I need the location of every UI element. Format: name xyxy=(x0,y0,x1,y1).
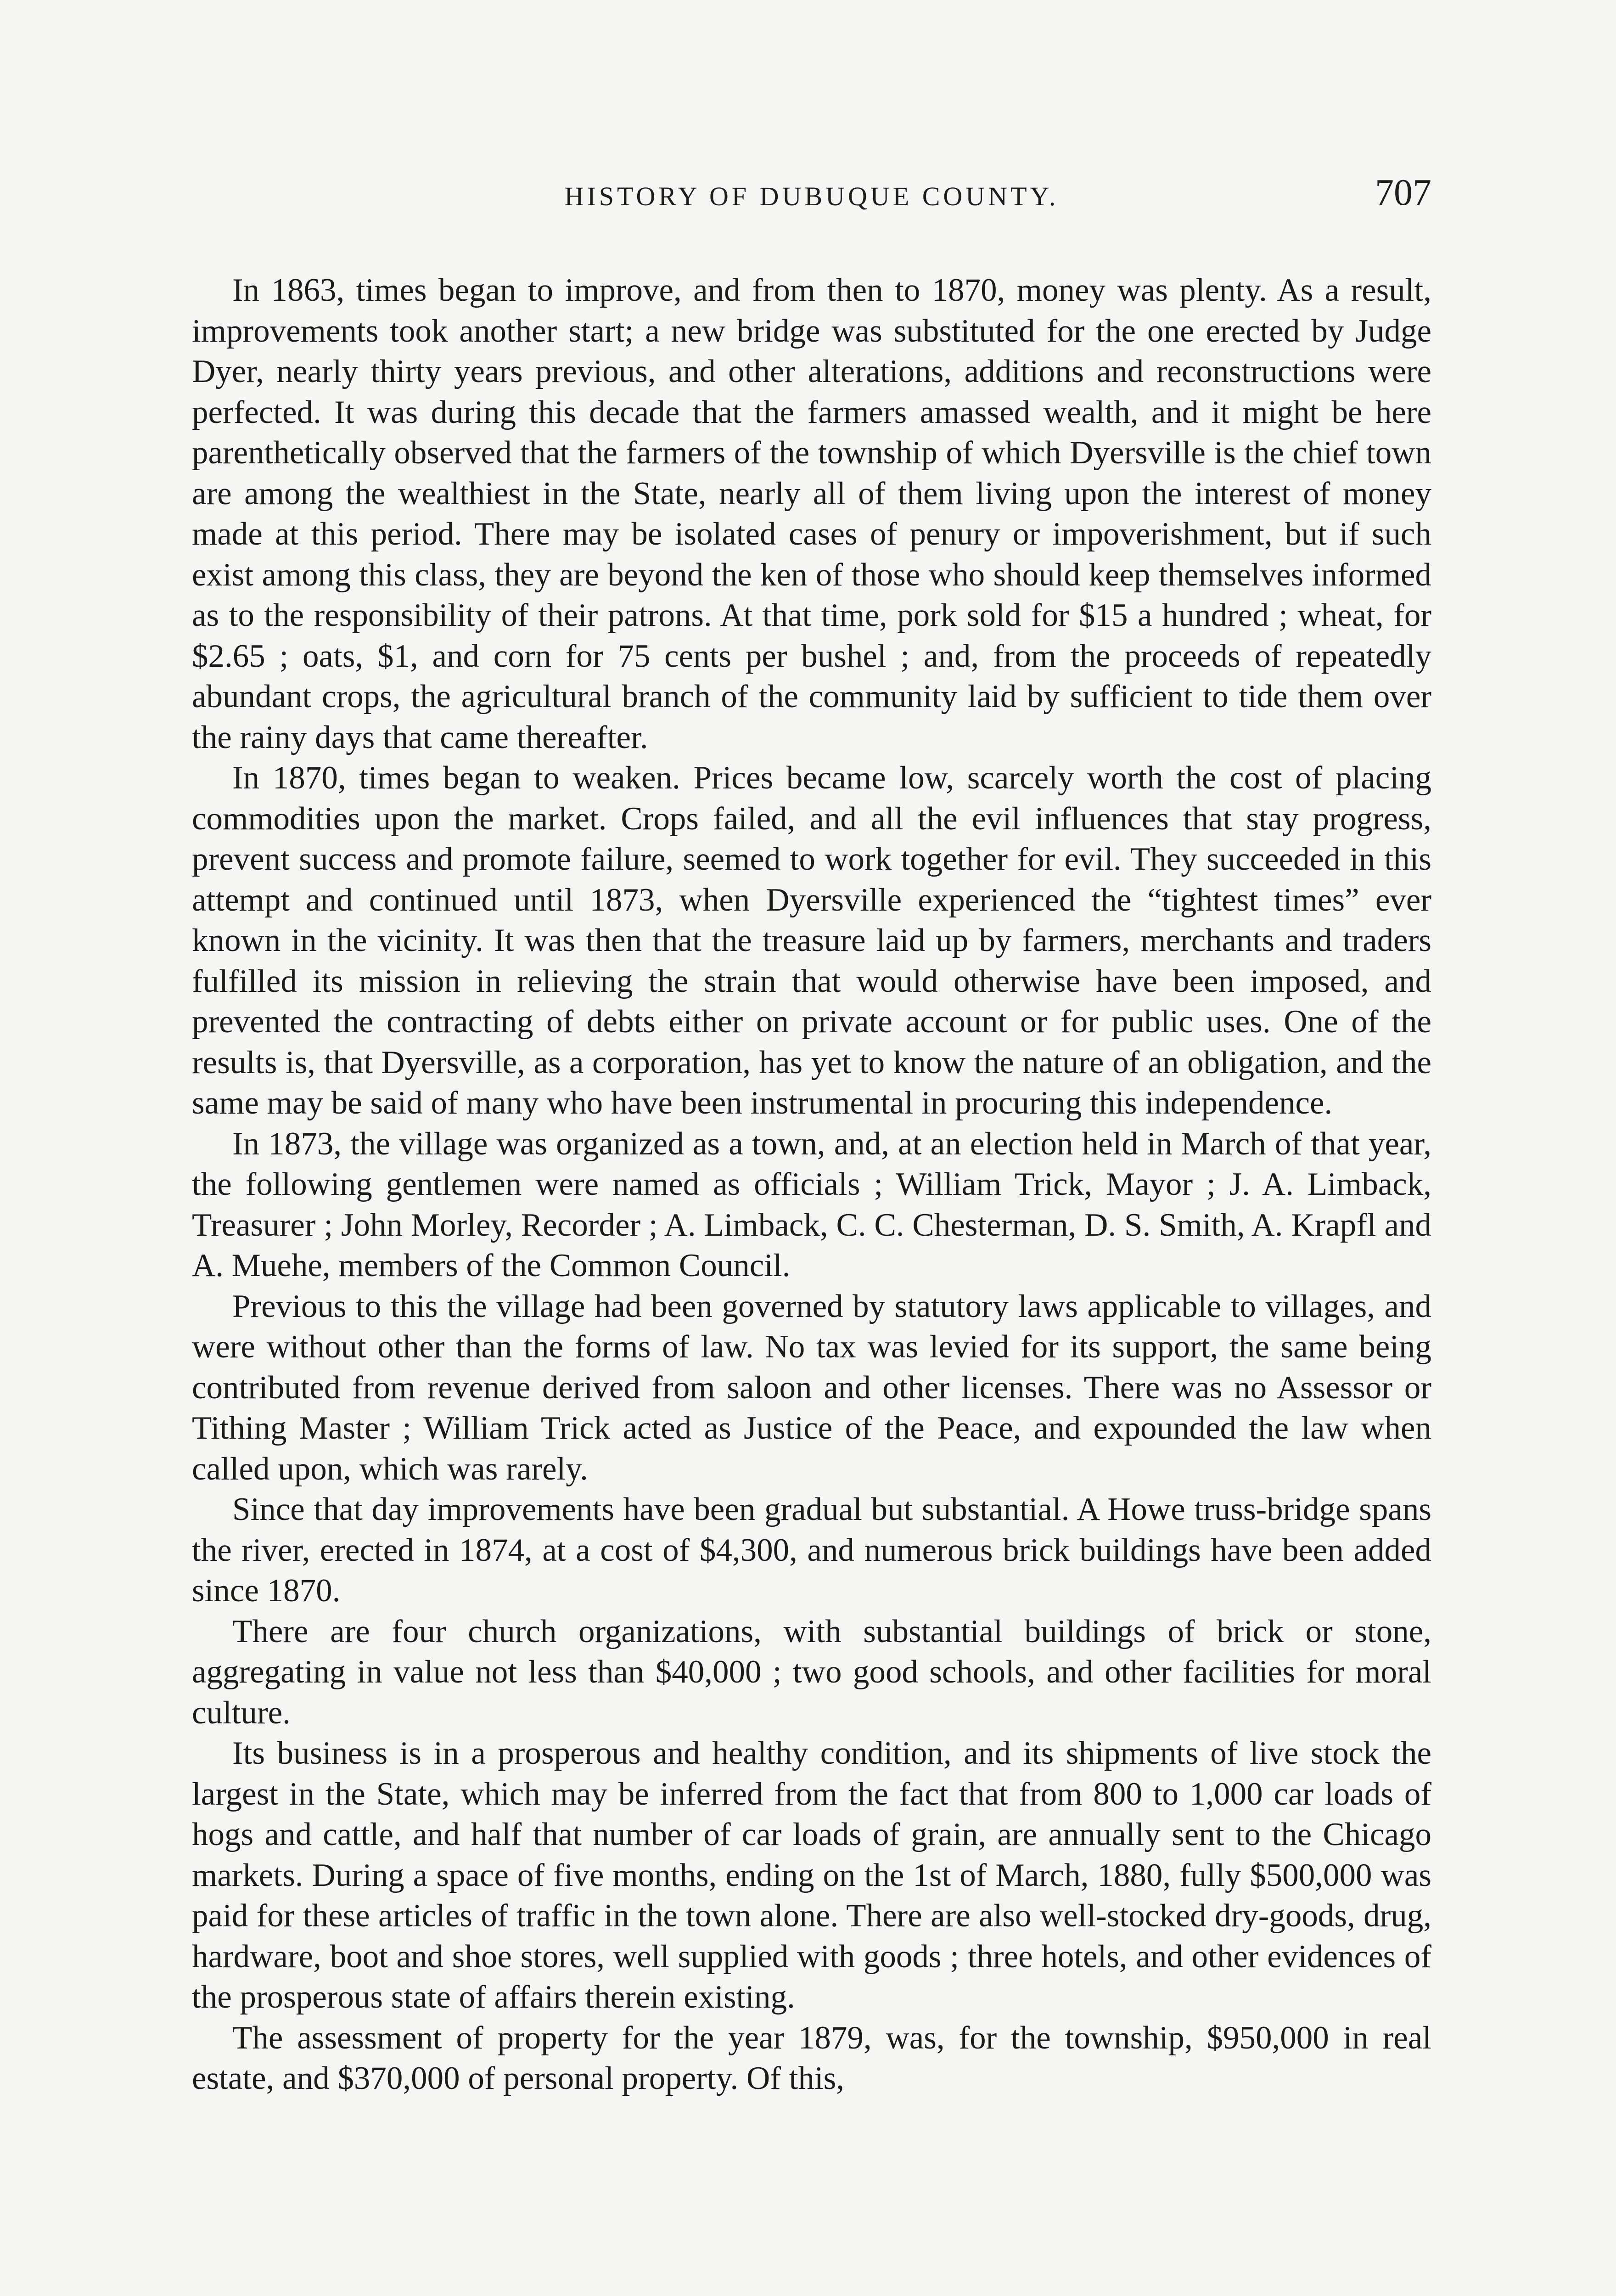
paragraph: In 1870, times began to weaken. Prices became low, scarcely worth the cost of placing commodities upon the market. Crops failed, and all the evil influences that stay progress, prevent success and promote failure, seemed to work together for evil. They succeeded in this attempt and continued until 1873, when Dyersville experienced the “tightest times” ever known in the vicinity. It was then that the treasure laid up by farmers, merchants and traders fulfilled its mission in relieving the strain that would otherwise have been imposed, and prevented the contracting of debts either on private account or for public uses. One of the results is, that Dyersville, as a corporation, has yet to know the nature of an obligation, and the same may be said of many who have been instrumental in procuring this independence. xyxy=(192,760,1431,1121)
paragraph: In 1873, the village was organized as a town, and, at an election held in March of that year, the following gentlemen were named as officials ; William Trick, Mayor ; J. A. Limback, Treasurer ; John Morley, Recorder ; A. Limback, C. C. Chesterman, D. S. Smith, A. Krapfl and A. Muehe, members of the Common Council. xyxy=(192,1125,1431,1283)
page-number: 707 xyxy=(1375,171,1431,213)
running-title: HISTORY OF DUBUQUE COUNTY. xyxy=(564,181,1059,211)
paragraph: Its business is in a prosperous and healthy condition, and its shipments of live stock the largest in the State, which may be inferred from the fact that from 800 to 1,000 car loads of hogs and cattle, and half that number of car loads of grain, are annually sent to the Chicago markets. During a space of five months, ending on the 1st of March, 1880, fully $500,000 was paid for these articles of traffic in the town alone. There are also well-stocked dry-goods, drug, hardware, boot and shoe stores, well supplied with goods ; three hotels, and other evidences of the prosperous state of affairs therein existing. xyxy=(192,1735,1431,2015)
paragraph: Since that day improvements have been gradual but substantial. A Howe truss-bridge spans the river, erected in 1874, at a cost of $4,300, and numerous brick buildings have been added since 1870. xyxy=(192,1491,1431,1609)
body-text xyxy=(192,270,1431,2099)
paragraph: The assessment of property for the year 1879, was, for the township, $950,000 in real estate, and $370,000 of personal property. Of this, xyxy=(192,2020,1431,2096)
paragraph: Previous to this the village had been governed by statutory laws applicable to villages, and were without other than the forms of law. No tax was levied for its support, the same being contributed from revenue derived from saloon and other licenses. There was no Assessor or Tithing Master ; William Trick acted as Justice of the Peace, and expounded the law when called upon, which was rarely. xyxy=(192,1288,1431,1487)
paragraph: In 1863, times began to improve, and from then to 1870, money was plenty. As a result, improvements took another start; a new bridge was substituted for the one erected by Judge Dyer, nearly thirty years previous, and other alterations, additions and reconstructions were perfected. It was during this decade that the farmers amassed wealth, and it might be here parenthetically observed that the farmers of the township of which Dyersville is the chief town are among the wealthiest in the State, nearly all of them living upon the interest of money made at this period. There may be isolated cases of penury or impoverishment, but if such exist among this class, they are beyond the ken of those who should keep themselves informed as to the responsibility of their patrons. At that time, pork sold for $15 a hundred ; wheat, for $2.65 ; oats, $1, and corn for 75 cents per bushel ; and, from the proceeds of repeatedly abundant crops, the agricultural branch of the community laid by sufficient to tide them over the rainy days that came thereafter. xyxy=(192,272,1431,755)
paragraph: There are four church organizations, with substantial buildings of brick or stone, aggregating in value not less than $40,000 ; two good schools, and other facilities for moral culture. xyxy=(192,1613,1431,1731)
running-head xyxy=(192,171,1431,221)
